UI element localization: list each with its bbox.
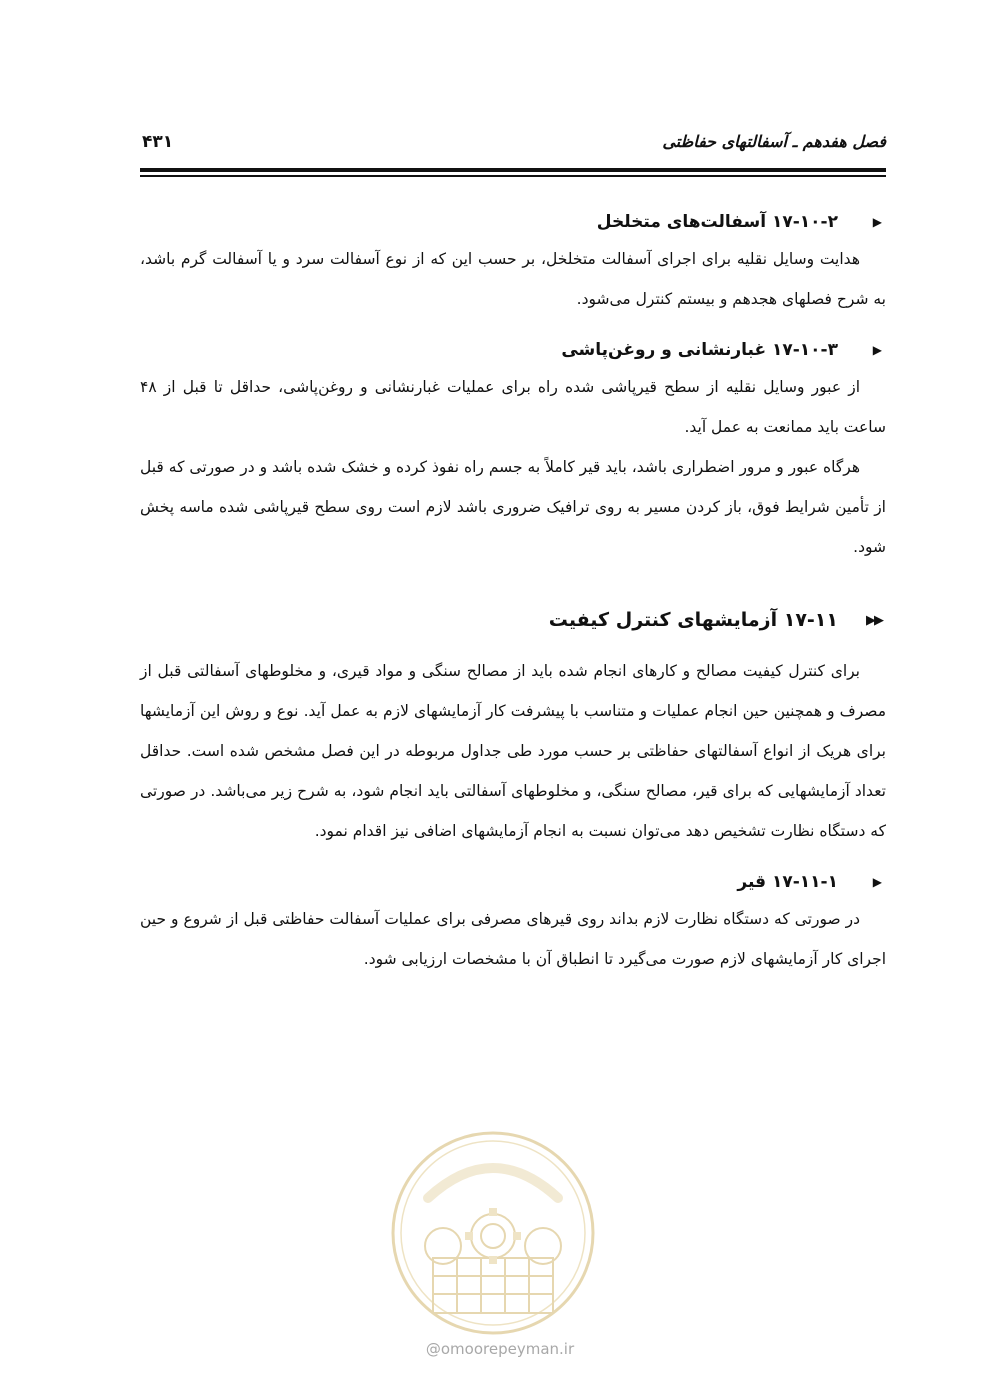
chapter-title: فصل هفدهم ـ آسفالتهای حفاظتی <box>662 132 886 151</box>
paragraph: هدایت وسایل نقلیه برای اجرای آسفالت متخلخل، بر حسب این که از نوع آسفالت سرد و یا آسفالت گرم باشد، به شرح فصلهای هجدهم و بیستم کنترل می‌شود. <box>140 250 886 308</box>
paragraph: از عبور وسایل نقلیه از سطح قیرپاشی شده راه برای عملیات غبارنشانی و روغن‌پاشی، حداقل تا قبل از ۴۸ ساعت باید ممانعت به عمل آید. <box>140 378 886 436</box>
triangle-bullet-icon: ▶ <box>872 215 882 229</box>
section-heading-17-11-1 <box>140 865 886 899</box>
section-heading-17-11 <box>140 603 886 637</box>
heading-text: ۱۷-۱۰-۳ غبارنشانی و روغن‌پاشی <box>561 340 838 360</box>
heading-text: ۱۷-۱۱ آزمایشهای کنترل کیفیت <box>548 609 838 631</box>
section-heading-17-10-2 <box>140 205 886 239</box>
double-triangle-bullet-icon: ▶▶ <box>866 612 882 628</box>
header-rule-thick <box>140 168 886 172</box>
triangle-bullet-icon: ▶ <box>872 343 882 357</box>
watermark-site: @omoorepeyman.ir <box>425 1340 575 1358</box>
paragraph: برای کنترل کیفیت مصالح و کارهای انجام شده باید از مصالح سنگی و مواد قیری، و مخلوطهای آسفالتی قبل از مصرف و همچنین حین انجام عملیات و متناسب با پیشرفت کار آزمایشهای لازم به عمل آید. نوع و روش این آزمایشها برای هریک از انواع آسفالتهای حفاظتی بر حسب مورد طی جداول مربوطه در این فصل مشخص شده است. حداقل تعداد آزمایشهایی که برای قیر، مصالح سنگی، و مخلوطهای آسفالتی باید انجام شود، به شرح زیر می‌باشد. در صورتی که دستگاه نظارت تشخیص دهد می‌توان نسبت به انجام آزمایشهای اضافی نیز اقدام نمود. <box>140 662 886 840</box>
paragraph: در صورتی که دستگاه نظارت لازم بداند روی قیرهای مصرفی برای عملیات آسفالت حفاظتی قبل از شروع و حین اجرای کار آزمایشهای لازم صورت می‌گیرد تا انطباق آن با مشخصات ارزیابی شود. <box>140 910 886 968</box>
header-rule-thin <box>140 175 886 177</box>
section-heading-17-10-3 <box>140 333 886 367</box>
paragraph: هرگاه عبور و مرور اضطراری باشد، باید قیر کاملاً به جسم راه نفوذ کرده و خشک شده باشد و در صورتی که قبل از تأمین شرایط فوق، باز کردن مسیر به روی ترافیک ضروری باشد لازم است روی سطح قیرپاشی شده ماسه پخش شود. <box>140 458 886 556</box>
page-body <box>140 205 886 979</box>
heading-text: ۱۷-۱۱-۱ قیر <box>737 872 838 892</box>
heading-text: ۱۷-۱۰-۲ آسفالت‌های متخلخل <box>596 212 838 232</box>
page-number: ۴۳۱ <box>142 132 174 152</box>
triangle-bullet-icon: ▶ <box>872 875 882 889</box>
watermark-logo-icon <box>388 1128 598 1338</box>
page-header <box>140 128 886 162</box>
